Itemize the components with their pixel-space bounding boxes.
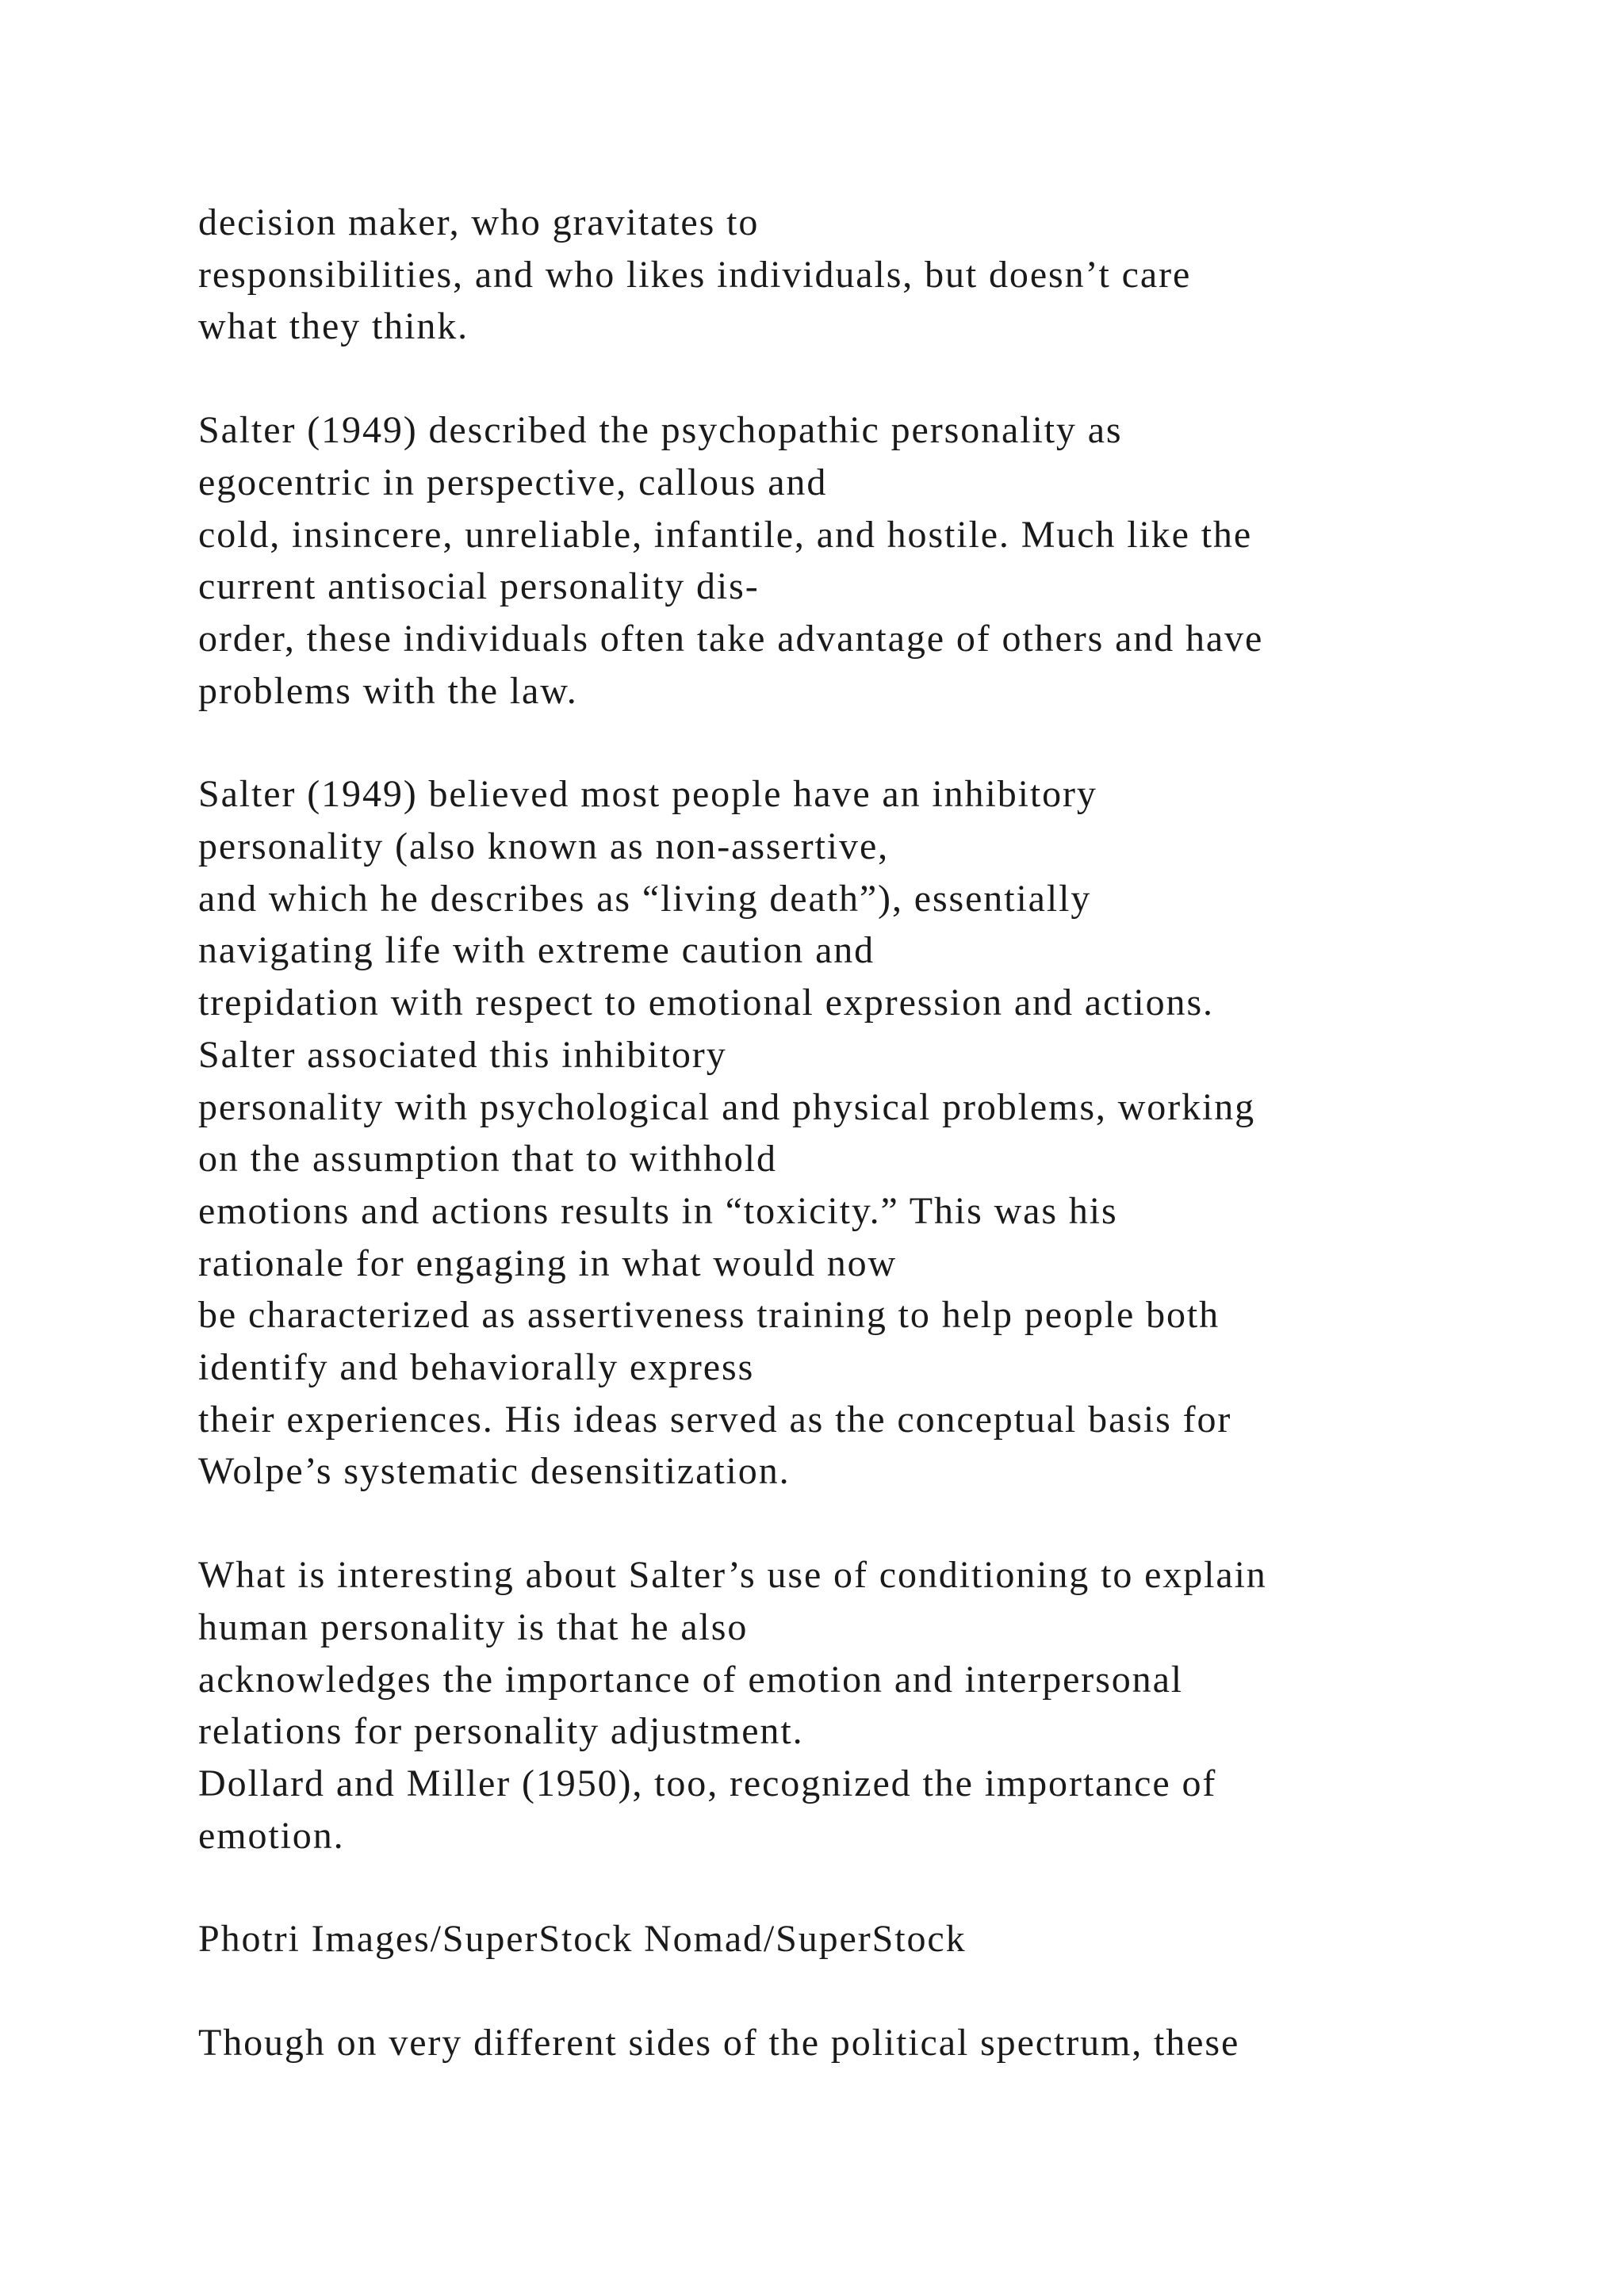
paragraph-conditioning-emotion [198, 1549, 1594, 1862]
text-line: Dollard and Miller (1950), too, recognized the importance of [198, 1762, 1217, 1804]
text-line: on the assumption that to withhold [198, 1138, 777, 1181]
text-line: cold, insincere, unreliable, infantile, and hostile. Much like the [198, 513, 1253, 556]
text-line: relations for personality adjustment. [198, 1710, 804, 1753]
text-line: navigating life with extreme caution and [198, 929, 875, 972]
text-line: their experiences. His ideas served as the conceptual basis for [198, 1398, 1232, 1441]
text-line: egocentric in perspective, callous and [198, 461, 828, 503]
text-line: Though on very different sides of the political spectrum, these [198, 2022, 1240, 2064]
paragraph-political-spectrum [198, 2017, 1594, 2069]
text-line: identify and behaviorally express [198, 1346, 755, 1389]
text-line: Wolpe’s systematic desensitization. [198, 1450, 791, 1493]
text-line: personality with psychological and physical problems, working [198, 1085, 1256, 1128]
text-line: Photri Images/SuperStock Nomad/SuperStock [198, 1918, 967, 1961]
text-line: Salter (1949) described the psychopathic personality as [198, 409, 1123, 452]
paragraph-inhibitory-personality [198, 768, 1594, 1498]
text-line: decision maker, who gravitates to [198, 201, 760, 243]
text-line: what they think. [198, 305, 469, 348]
text-line: rationale for engaging in what would now [198, 1242, 898, 1284]
document-page [198, 197, 1594, 2121]
text-line: human personality is that he also [198, 1605, 749, 1648]
text-line: What is interesting about Salter’s use of conditioning to explain [198, 1554, 1267, 1597]
text-line: emotion. [198, 1814, 345, 1857]
text-line: current antisocial personality dis- [198, 565, 760, 608]
text-line: acknowledges the importance of emotion and interpersonal [198, 1658, 1184, 1701]
photo-credit [198, 1913, 1594, 1965]
paragraph-psychopathic-personality [198, 404, 1594, 717]
paragraph-decision-maker [198, 197, 1594, 353]
text-line: Salter (1949) believed most people have an inhibitory [198, 773, 1097, 816]
text-line: responsibilities, and who likes individuals, but doesn’t care [198, 253, 1192, 296]
text-line: Salter associated this inhibitory [198, 1033, 727, 1076]
text-line: emotions and actions results in “toxicity.” This was his [198, 1189, 1118, 1232]
text-line: personality (also known as non-assertive, [198, 825, 890, 868]
text-line: be characterized as assertiveness training to help people both [198, 1294, 1220, 1337]
text-line: order, these individuals often take advantage of others and have [198, 617, 1264, 660]
text-line: and which he describes as “living death”), essentially [198, 877, 1092, 920]
text-line: trepidation with respect to emotional expression and actions. [198, 982, 1214, 1024]
text-line: problems with the law. [198, 669, 578, 712]
